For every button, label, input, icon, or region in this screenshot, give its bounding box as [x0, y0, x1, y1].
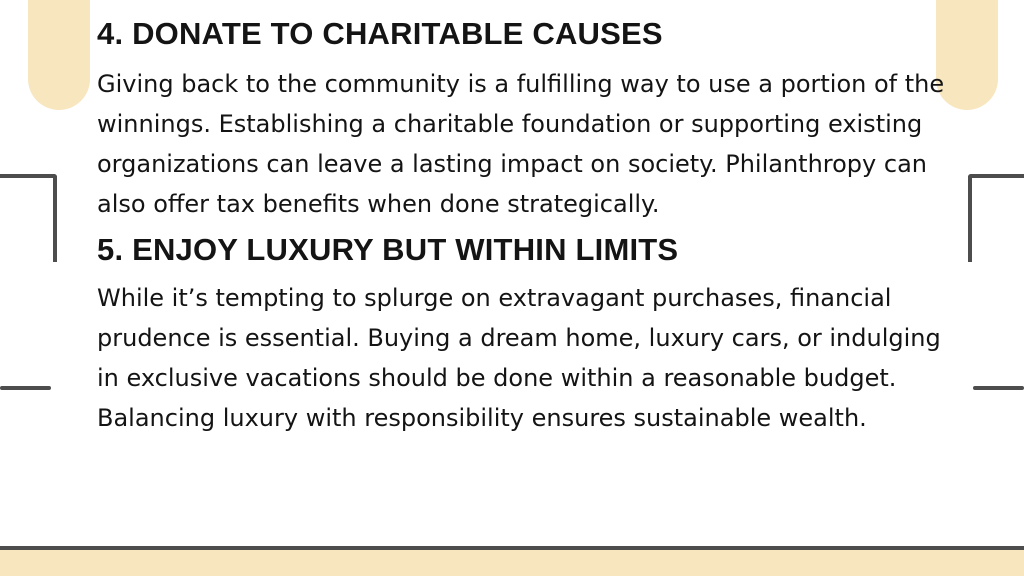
section-body-luxury: While it’s tempting to splurge on extravagant purchases, financial prudence is essential. Buying a dream home, luxury cars, or indulging in exclusive vacations should be done within a reasonable budget. Balancing luxury with responsibility ensures sustainable wealth. — [97, 284, 941, 432]
decorative-dash-right — [973, 386, 1024, 390]
section-heading-donate: 4. DONATE TO CHARITABLE CAUSES — [97, 16, 663, 51]
section-heading-luxury: 5. ENJOY LUXURY BUT WITHIN LIMITS — [97, 232, 679, 267]
bottom-accent-band — [0, 550, 1024, 576]
decorative-dash-left — [0, 386, 51, 390]
slide-content — [97, 10, 947, 438]
decorative-bracket-left — [0, 174, 57, 262]
decorative-bracket-right — [968, 174, 1024, 262]
decorative-pill-left — [28, 0, 90, 110]
section-body-donate: Giving back to the community is a fulfilling way to use a portion of the winnings. Establishing a charitable foundation or supporting existing organizations can leave a lasting impact on society. Philanthropy can also offer tax benefits when done strategically. — [97, 70, 945, 218]
